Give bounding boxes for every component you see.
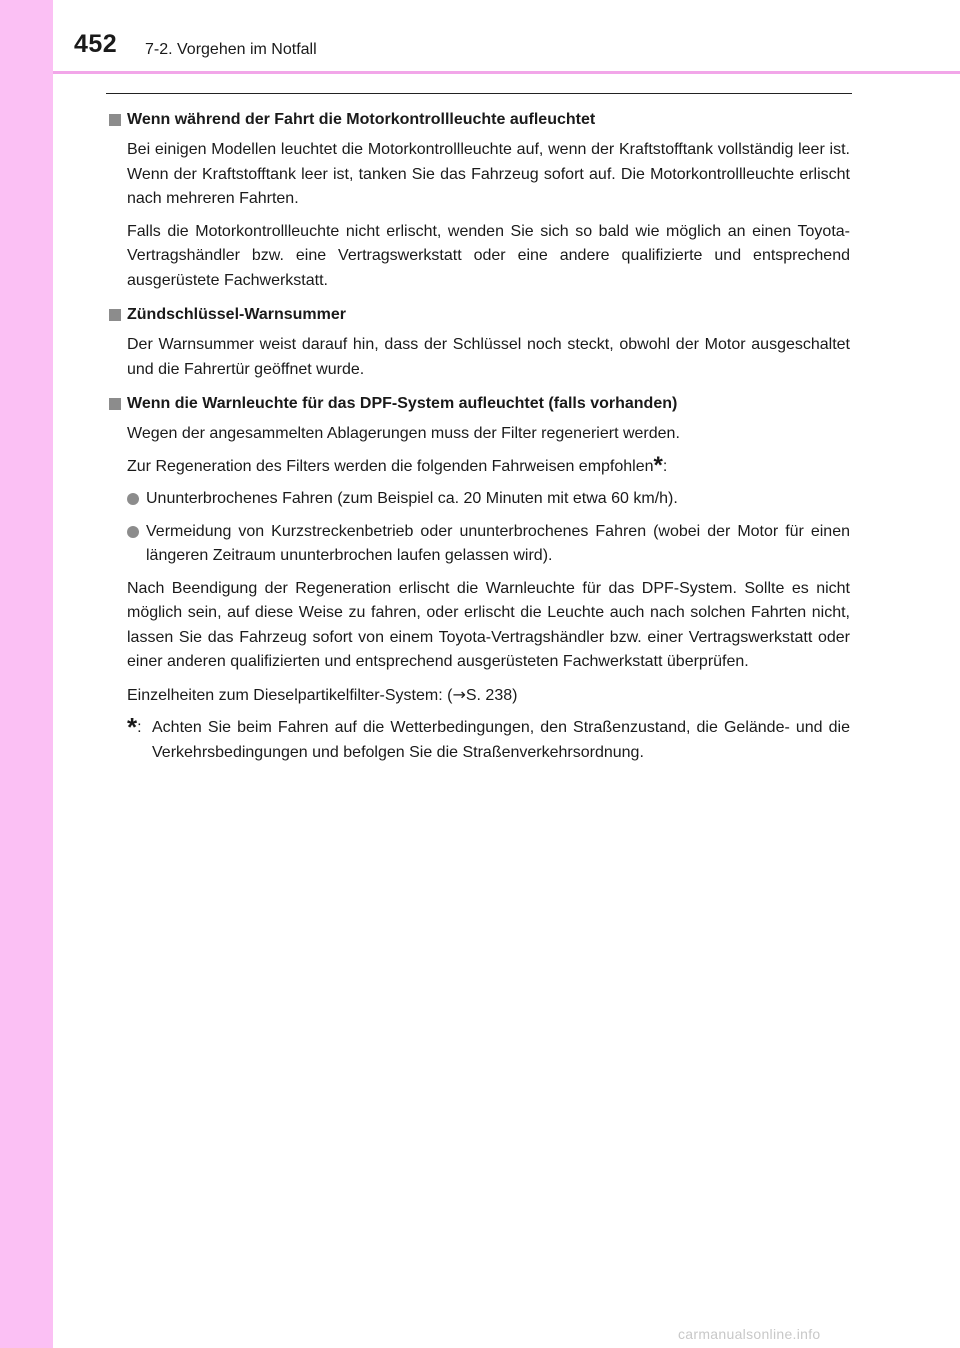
heading-dpf-warnleuchte — [106, 392, 850, 416]
recommend-text: Zur Regeneration des Filters werden die folgenden Fahrweisen empfohlen — [127, 457, 654, 475]
footnote-reference: * — [653, 451, 663, 479]
footnote-text: Achten Sie beim Fahren auf die Wetterbedingungen, den Straßenzustand, die Gelände- und die Verkehrsbedingungen und befolgen Sie die Straßenverkehrsordnung. — [152, 719, 850, 761]
square-bullet-icon — [109, 114, 121, 126]
arrow-right-icon: → — [452, 684, 466, 704]
side-color-band — [0, 0, 53, 1348]
footnote-star: * — [127, 712, 138, 742]
heading-warnsummer — [106, 303, 850, 327]
details-prefix: Einzelheiten zum Dieselpartikelfilter-System: ( — [127, 686, 453, 704]
list-item — [106, 520, 850, 569]
page-number: 452 — [74, 30, 118, 58]
list-item — [106, 487, 850, 512]
square-bullet-icon — [109, 398, 121, 410]
watermark: carmanualsonline.info — [678, 1326, 821, 1342]
heading-text: Wenn während der Fahrt die Motorkontrollleuchte aufleuchtet — [127, 111, 596, 128]
paragraph: Der Warnsummer weist darauf hin, dass der Schlüssel noch steckt, obwohl der Motor ausgeschaltet und die Fahrertür geöffnet wurde. — [127, 336, 850, 378]
paragraph-recommendation — [106, 451, 850, 480]
header-area — [53, 0, 960, 73]
paragraph: Falls die Motorkontrollleuchte nicht erlischt, wenden Sie sich so bald wie möglich an einen Toyota-Vertragshändler bzw. eine Vertragswerkstatt oder eine andere qualifizierte und entsprechend ausgerüstete Fachwerkstatt. — [127, 222, 850, 289]
heading-text: Zündschlüssel-Warnsummer — [127, 306, 347, 323]
page-reference-link[interactable]: S. 238) — [465, 686, 518, 704]
square-bullet-icon — [109, 309, 121, 321]
heading-text: Wenn die Warnleuchte für das DPF-System aufleuchtet (falls vorhanden) — [127, 395, 678, 412]
footnote-mark — [127, 712, 142, 742]
heading-motorkontrollleuchte — [106, 108, 850, 132]
circle-bullet-icon — [127, 493, 139, 505]
footnote — [106, 712, 850, 765]
recommend-colon: : — [662, 457, 668, 475]
circle-bullet-icon — [127, 526, 139, 538]
list-item-text: Ununterbrochenes Fahren (zum Beispiel ca. 20 Minuten mit etwa 60 km/h). — [146, 490, 678, 507]
paragraph: Nach Beendigung der Regeneration erlischt die Warnleuchte für das DPF-System. Sollte es nicht möglich sein, auf diese Weise zu fahren, oder erlischt die Leuchte auch nach solchen Fahrten nicht, lassen Sie das Fahrzeug sofort von einem Toyota-Vertragshändler bzw. einer Vertragswerkstatt oder einer anderen qualifizierten und entsprechend ausgerüsteten Fachwerkstatt überprüfen. — [127, 579, 850, 670]
list-item-text: Vermeidung von Kurzstreckenbetrieb oder ununterbrochenes Fahren (wobei der Motor für einen längeren Zeitraum ununterbrochen laufen gelassen wird). — [146, 522, 850, 564]
paragraph: Wegen der angesammelten Ablagerungen muss der Filter regeneriert werden. — [127, 425, 680, 442]
footnote-colon: : — [137, 719, 142, 736]
paragraph-details-reference — [106, 683, 850, 709]
top-rule — [106, 93, 852, 94]
header-underline — [53, 71, 960, 74]
page-content — [106, 108, 850, 765]
paragraph: Bei einigen Modellen leuchtet die Motorkontrollleuchte auf, wenn der Kraftstofftank vollständig leer ist. Wenn der Kraftstofftank leer ist, tanken Sie das Fahrzeug sofort auf. Die Motorkontrollleuchte erlischt nach mehreren Fahrten. — [127, 141, 850, 207]
section-title: 7-2. Vorgehen im Notfall — [145, 41, 317, 58]
